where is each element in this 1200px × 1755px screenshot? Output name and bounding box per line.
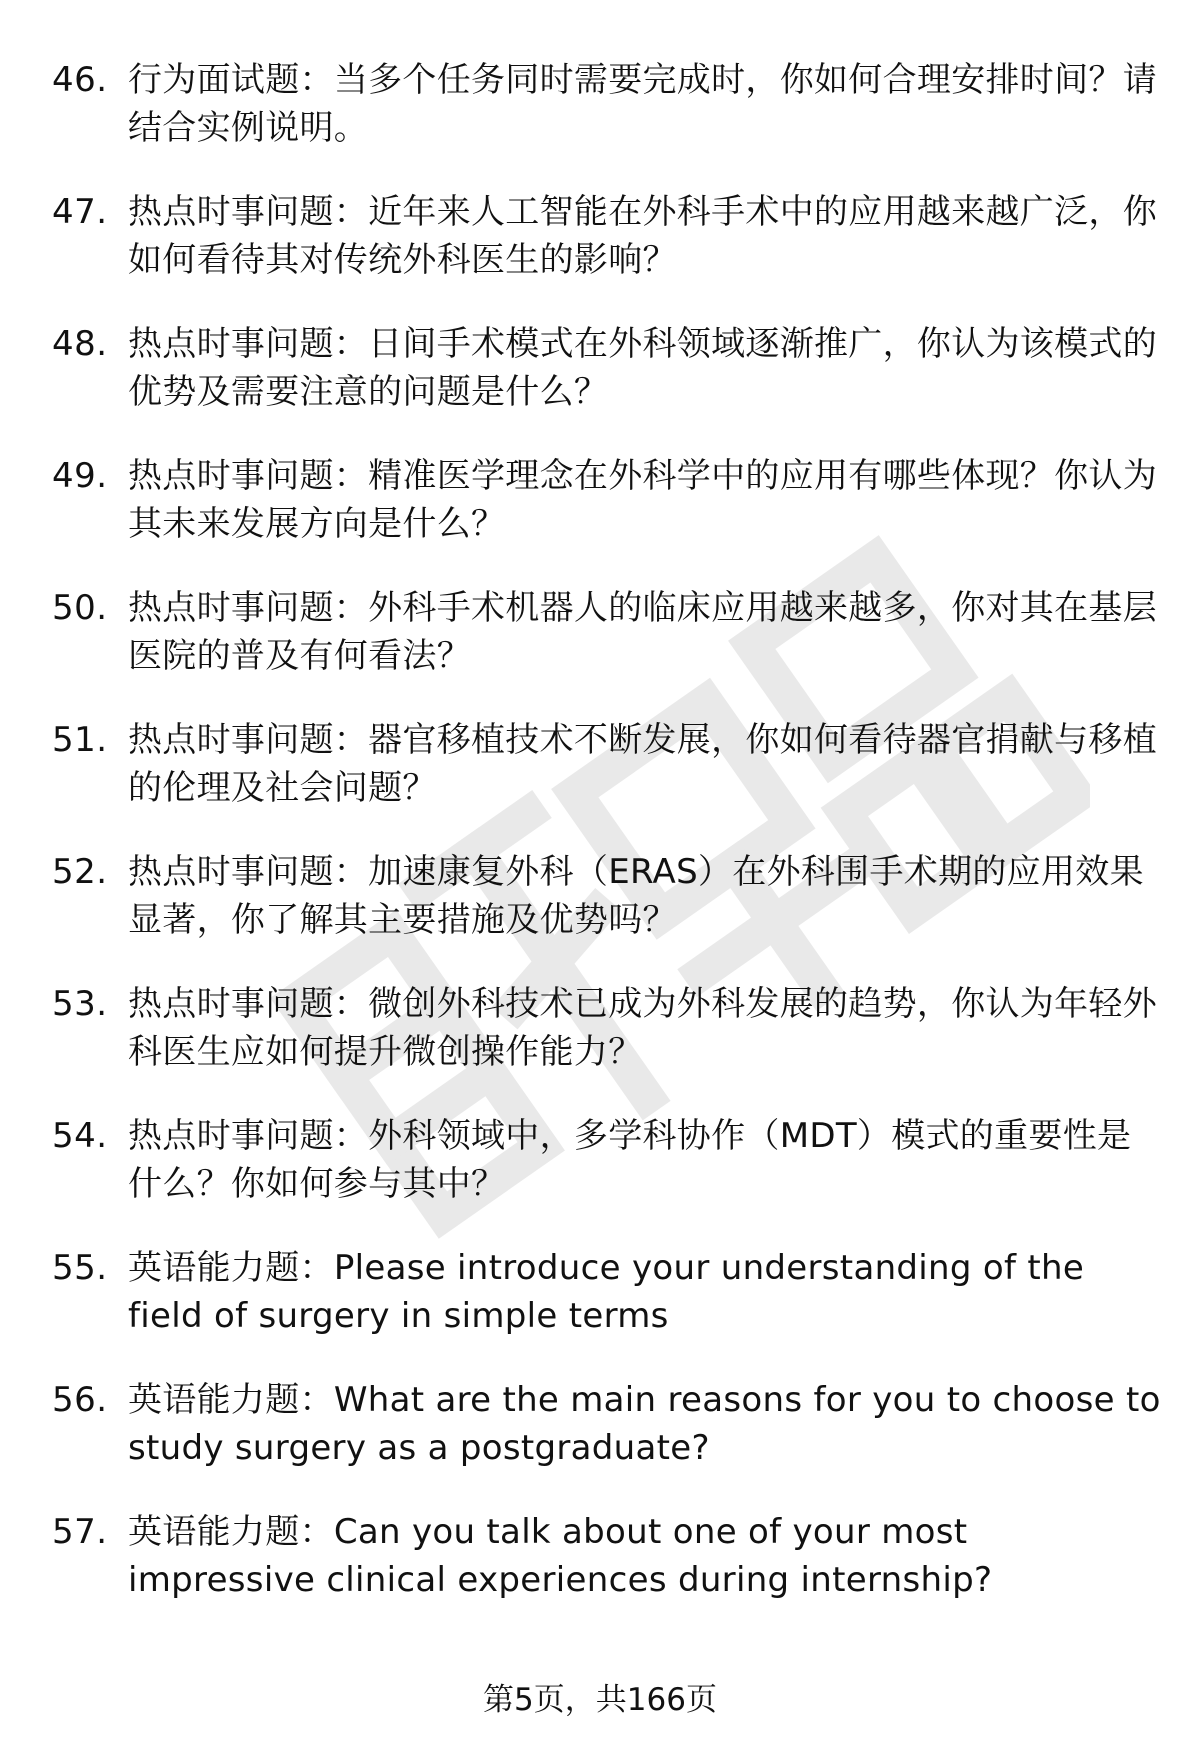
question-text: [128, 1112, 1162, 1208]
question-content: 精准医学理念在外科学中的应用有哪些体现？你认为其未来发展方向是什么？: [128, 456, 1158, 544]
question-content: 器官移植技术不断发展，你如何看待器官捐献与移植的伦理及社会问题？: [128, 720, 1158, 808]
question-content: 微创外科技术已成为外科发展的趋势，你认为年轻外科医生应如何提升微创操作能力？: [128, 984, 1158, 1072]
question-number: 53.: [52, 984, 108, 1024]
question-number: 47.: [52, 192, 108, 232]
question-content: 外科领域中，多学科协作（MDT）模式的重要性是什么？你如何参与其中？: [128, 1116, 1132, 1204]
question-number: 52.: [52, 852, 108, 892]
question-item: [52, 980, 1162, 1112]
question-content: 当多个任务同时需要完成时，你如何合理安排时间？请结合实例说明。: [128, 60, 1158, 148]
question-category: 英语能力题：: [128, 1380, 334, 1420]
question-item: [52, 188, 1162, 320]
question-category: 热点时事问题：: [128, 852, 369, 892]
question-content: 加速康复外科（ERAS）在外科围手术期的应用效果显著，你了解其主要措施及优势吗？: [128, 852, 1144, 940]
question-item: [52, 584, 1162, 716]
question-text: [128, 452, 1162, 548]
question-number: 57.: [52, 1512, 108, 1552]
question-text: [128, 56, 1162, 152]
question-category: 热点时事问题：: [128, 1116, 369, 1156]
question-content: 近年来人工智能在外科手术中的应用越来越广泛，你如何看待其对传统外科医生的影响？: [128, 192, 1158, 280]
question-number: 55.: [52, 1248, 108, 1288]
question-content: Can you talk about one of your most impressive clinical experiences during internship?: [128, 1512, 993, 1600]
question-text: [128, 980, 1162, 1076]
question-number: 49.: [52, 456, 108, 496]
question-item: [52, 320, 1162, 452]
question-category: 热点时事问题：: [128, 324, 369, 364]
question-category: 英语能力题：: [128, 1512, 334, 1552]
question-category: 热点时事问题：: [128, 720, 369, 760]
question-text: [128, 1244, 1162, 1340]
question-item: [52, 716, 1162, 848]
question-category: 行为面试题：: [128, 60, 334, 100]
question-item: [52, 1376, 1162, 1508]
question-text: [128, 1508, 1162, 1604]
question-content: 日间手术模式在外科领域逐渐推广，你认为该模式的优势及需要注意的问题是什么？: [128, 324, 1158, 412]
question-text: [128, 716, 1162, 812]
question-category: 热点时事问题：: [128, 456, 369, 496]
question-text: [128, 848, 1162, 944]
question-content: What are the main reasons for you to choose to study surgery as a postgraduate?: [128, 1380, 1161, 1468]
question-content: Please introduce your understanding of the field of surgery in simple terms: [128, 1248, 1085, 1336]
question-text: [128, 584, 1162, 680]
question-text: [128, 188, 1162, 284]
question-number: 56.: [52, 1380, 108, 1420]
question-category: 热点时事问题：: [128, 192, 369, 232]
question-category: 热点时事问题：: [128, 984, 369, 1024]
question-category: 英语能力题：: [128, 1248, 334, 1288]
question-category: 热点时事问题：: [128, 588, 369, 628]
question-number: 50.: [52, 588, 108, 628]
question-number: 54.: [52, 1116, 108, 1156]
question-item: [52, 56, 1162, 188]
question-item: [52, 848, 1162, 980]
question-number: 51.: [52, 720, 108, 760]
question-text: [128, 1376, 1162, 1472]
question-content: 外科手术机器人的临床应用越来越多，你对其在基层医院的普及有何看法？: [128, 588, 1158, 676]
page-footer: 第5页，共166页: [483, 1682, 717, 1718]
question-item: [52, 1244, 1162, 1376]
question-item: [52, 1112, 1162, 1244]
question-number: 46.: [52, 60, 108, 100]
question-text: [128, 320, 1162, 416]
question-list: [52, 56, 1162, 1640]
question-number: 48.: [52, 324, 108, 364]
question-item: [52, 452, 1162, 584]
question-item: [52, 1508, 1162, 1640]
